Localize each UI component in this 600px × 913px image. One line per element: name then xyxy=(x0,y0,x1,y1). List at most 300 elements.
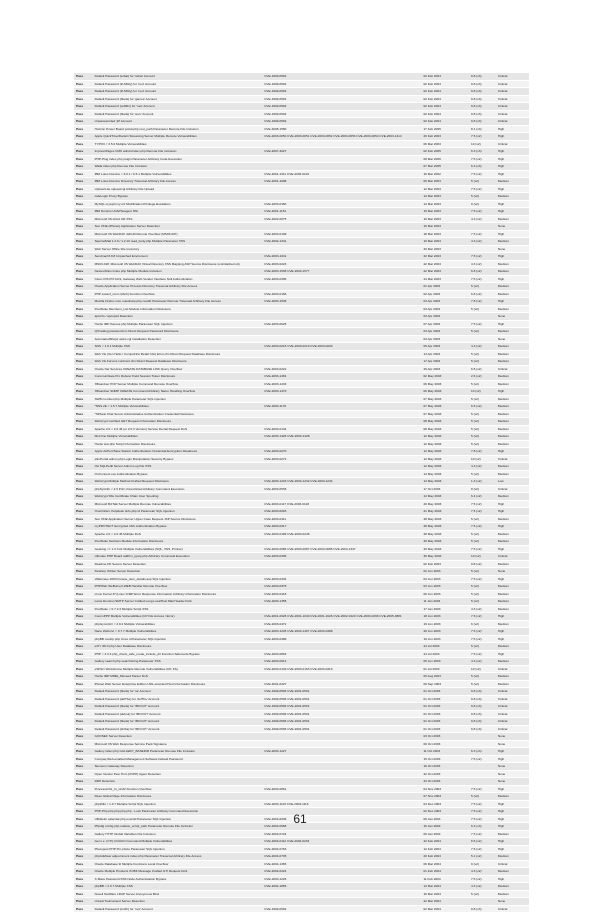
vulnerability-cell: Microsoft IIS Web Response Service Pack Signature xyxy=(93,740,263,748)
vulnerability-cell: MS03-018: Microsoft IIS WebDAV Virtual Directory XSS Mapping ASP Source Disclosure (uninitialized s4) xyxy=(93,260,263,268)
cve-cell: CVE-2003-1233 CVE-2003-1232 CVE-2003-1234 xyxy=(262,478,421,486)
cve-cell: CVE-2007-4627 xyxy=(262,148,421,156)
status-cell: Pass xyxy=(74,725,93,733)
status-cell: Pass xyxy=(74,290,93,298)
cve-cell: CVE-2003-0378 xyxy=(262,583,421,591)
score-cell: 5 (v2) xyxy=(469,583,496,591)
cve-cell xyxy=(262,733,421,741)
severity-cell: Medium xyxy=(496,605,529,613)
vulnerability-cell: PHP-Php.php.php.php.php - Lock Parameter Arbitrary Command Execution xyxy=(93,808,263,816)
date-cell: 07 May 2003 xyxy=(421,395,469,403)
table-row xyxy=(74,358,529,366)
date-cell: 04 Nov 2003 xyxy=(421,785,469,793)
score-cell: 7.5 (v2) xyxy=(469,155,496,163)
cve-cell: CVE-2001-0327 xyxy=(262,680,421,688)
status-cell: Pass xyxy=(74,748,93,756)
vulnerability-cell: Rees Global Page Information Disclosure xyxy=(93,793,263,801)
vulnerability-cell: apcinfo / apcupsd Detection xyxy=(93,313,263,321)
vulnerability-cell: Default Password (blank) for 'games' Account xyxy=(93,95,263,103)
cve-cell: CVE-1999-0502 xyxy=(262,88,421,96)
severity-cell: High xyxy=(496,298,529,306)
severity-cell: Medium xyxy=(496,673,529,681)
severity-cell: Medium xyxy=(496,883,529,891)
table-row xyxy=(74,313,529,321)
vulnerability-table xyxy=(74,73,529,913)
date-cell: 06 Mar 2003 xyxy=(421,140,469,148)
cve-cell: CVE-2003-0614 xyxy=(262,658,421,666)
status-cell: Pass xyxy=(74,770,93,778)
date-cell: 03 Apr 2003 xyxy=(421,313,469,321)
cve-cell: CVE-2003-0861 xyxy=(262,785,421,793)
date-cell: 06 Oct 2003 xyxy=(421,740,469,748)
date-cell: 16 Mar 2002 xyxy=(421,170,469,178)
table-row xyxy=(74,260,529,268)
table-body xyxy=(74,73,529,913)
table-row xyxy=(74,725,529,733)
cve-cell xyxy=(262,493,421,501)
table-row xyxy=(74,433,529,441)
severity-cell: None xyxy=(496,335,529,343)
vulnerability-cell: Gen i.e. (CTI) COACO Command Multiple Vulnerabilities xyxy=(93,838,263,846)
table-row xyxy=(74,140,529,148)
cve-cell: CVE-2003-0134 xyxy=(262,425,421,433)
cve-cell xyxy=(262,538,421,546)
vulnerability-cell: Webcrypt Certified GET Request Information Disclosure xyxy=(93,418,263,426)
vulnerability-cell: X-Mass Password SSS Node Authentication Bypass xyxy=(93,875,263,883)
date-cell: 12 Feb 2004 xyxy=(421,845,469,853)
vulnerability-cell: Sun ONE Application Server Upper Case Request JSP Source Disclosure xyxy=(93,515,263,523)
score-cell xyxy=(469,245,496,253)
date-cell: 08 May 2003 xyxy=(421,425,469,433)
severity-cell: Medium xyxy=(496,178,529,186)
date-cell: 17 Jan 2003 xyxy=(421,605,469,613)
vulnerability-cell: CommPPP Multiple Vulnerabilities (CP File Access / Error) xyxy=(93,613,263,621)
severity-cell: None xyxy=(496,778,529,786)
table-row xyxy=(74,763,529,771)
status-cell: Pass xyxy=(74,253,93,261)
severity-cell: Medium xyxy=(496,425,529,433)
cve-cell: CVE-2003-0109 xyxy=(262,230,421,238)
status-cell: Pass xyxy=(74,463,93,471)
severity-cell: Medium xyxy=(496,440,529,448)
vulnerability-cell: Siemens Gateway Detection xyxy=(93,763,263,771)
date-cell: 22 Mar 2003 xyxy=(421,268,469,276)
vulnerability-cell: CommuniGate Pro Referer Field Session Token Disclosure xyxy=(93,373,263,381)
score-cell: 4.3 (v2) xyxy=(469,868,496,876)
vulnerability-cell: Default Password (blank) for 'sa' Account xyxy=(93,688,263,696)
date-cell: 02 Apr 2003 xyxy=(421,290,469,298)
date-cell: 03 Jun 2003 xyxy=(421,575,469,583)
date-cell: 04 Apr 2003 xyxy=(421,335,469,343)
score-cell: 7.5 (v2) xyxy=(469,508,496,516)
severity-cell: Critical xyxy=(496,688,529,696)
table-row xyxy=(74,463,529,471)
score-cell: 5 (v2) xyxy=(469,538,496,546)
severity-cell: Medium xyxy=(496,680,529,688)
table-row xyxy=(74,898,529,906)
status-cell: Pass xyxy=(74,785,93,793)
status-cell: Pass xyxy=(74,740,93,748)
vulnerability-cell: eShSrv Workshome Multiple Remote Vulnerabilities (CP, FS) xyxy=(93,665,263,673)
score-cell: 9.8 (v3) xyxy=(469,118,496,126)
status-cell: Pass xyxy=(74,500,93,508)
date-cell: 02 Feb 2005 xyxy=(421,148,469,156)
cve-cell xyxy=(262,223,421,231)
table-row xyxy=(74,215,529,223)
score-cell: 5 (v2) xyxy=(469,193,496,201)
cve-cell: CVE-2003-0150 xyxy=(262,200,421,208)
status-cell: Pass xyxy=(74,388,93,396)
cve-cell: CVE-2003-0149 CVE-2003-0153 CVE-2003-0319 xyxy=(262,665,421,673)
table-row xyxy=(74,80,529,88)
cve-cell xyxy=(262,793,421,801)
vulnerability-cell: PostNuke < 0.7.2.3 Multiple Script XSS xyxy=(93,605,263,613)
severity-cell: Medium xyxy=(496,373,529,381)
date-cell: 09 Sep 2003 xyxy=(421,680,469,688)
vulnerability-cell: Cisco IOS PIX DoS, Gateway Web Vendor Interface Null Authentication xyxy=(93,275,263,283)
date-cell: 03 Apr 2003 xyxy=(421,328,469,336)
date-cell: 02 Jun 2003 xyxy=(421,568,469,576)
table-row xyxy=(74,620,529,628)
severity-cell: None xyxy=(496,733,529,741)
score-cell: 5 (v2) xyxy=(469,890,496,898)
cve-cell: CVE-1999-0502 xyxy=(262,905,421,913)
vulnerability-cell: Readme FD Secure Server Detection xyxy=(93,560,263,568)
vulnerability-cell: *SPbeat Chat Server Administrative Authentication Credential Disclosure xyxy=(93,410,263,418)
severity-cell: Medium xyxy=(496,433,529,441)
table-row xyxy=(74,703,529,711)
severity-cell: Medium xyxy=(496,358,529,366)
severity-cell: High xyxy=(496,785,529,793)
score-cell: 9 (v2) xyxy=(469,860,496,868)
date-cell: 01 Oct 2003 xyxy=(421,703,469,711)
score-cell: 6.8 (v2) xyxy=(469,268,496,276)
severity-cell: Medium xyxy=(496,410,529,418)
status-cell: Pass xyxy=(74,433,93,441)
status-cell: Pass xyxy=(74,530,93,538)
table-row xyxy=(74,395,529,403)
page-number: 61 xyxy=(293,812,307,826)
date-cell: 06 Jun 2003 xyxy=(421,590,469,598)
status-cell: Pass xyxy=(74,508,93,516)
severity-cell: High xyxy=(496,635,529,643)
table-row xyxy=(74,110,529,118)
vulnerability-cell: SNS < 1.6.1 Multiple XSS xyxy=(93,343,263,351)
severity-cell: Medium xyxy=(496,395,529,403)
vulnerability-cell: Default Password (blank) for 'IBCOUT' Account xyxy=(93,718,263,726)
table-row xyxy=(74,800,529,808)
table-row xyxy=(74,680,529,688)
score-cell: 5 (v2) xyxy=(469,598,496,606)
table-row xyxy=(74,305,529,313)
table-row xyxy=(74,673,529,681)
table-row xyxy=(74,748,529,756)
severity-cell: Medium xyxy=(496,560,529,568)
score-cell: 5 (v2) xyxy=(469,425,496,433)
cve-cell xyxy=(262,778,421,786)
vulnerability-cell: OneOrZero Helpdesk tinfo.php id Parameter SQL Injection xyxy=(93,508,263,516)
cve-cell: CVE-1999-0502 xyxy=(262,73,421,80)
table-row xyxy=(74,770,529,778)
cve-cell: CVE-1999-0502 xyxy=(262,110,421,118)
vulnerability-cell: myPROTECT Encrypted URL Authentication Bypass xyxy=(93,523,263,531)
score-cell: 9.8 (v3) xyxy=(469,103,496,111)
score-cell: 7.5 (v2) xyxy=(469,275,496,283)
table-row xyxy=(74,718,529,726)
score-cell: 5 (v2) xyxy=(469,410,496,418)
table-row xyxy=(74,613,529,621)
table-row xyxy=(74,793,529,801)
score-cell: 7.5 (v2) xyxy=(469,800,496,808)
cve-cell xyxy=(262,155,421,163)
severity-cell: None xyxy=(496,245,529,253)
vulnerability-cell: phpSysInfo < 2.0 PoC Unrestricted Arbitrary Command Execution xyxy=(93,485,263,493)
date-cell: 12 Mar 2003 xyxy=(421,185,469,193)
table-row xyxy=(74,575,529,583)
status-cell: Pass xyxy=(74,95,93,103)
score-cell: 7.5 (v2) xyxy=(469,575,496,583)
status-cell: Pass xyxy=(74,628,93,636)
score-cell: 0.8 (v2) xyxy=(469,560,496,568)
cve-cell: CVE-2003-0223 xyxy=(262,260,421,268)
table-row xyxy=(74,253,529,261)
cve-cell xyxy=(262,763,421,771)
date-cell: 17 Oct 2003 xyxy=(421,485,469,493)
date-cell: 30 May 2003 xyxy=(421,553,469,561)
status-cell: Pass xyxy=(74,620,93,628)
table-row xyxy=(74,200,529,208)
severity-cell: High xyxy=(496,148,529,156)
severity-cell: Critical xyxy=(496,80,529,88)
cve-cell xyxy=(262,283,421,291)
vulnerability-cell: IBM Lotus Domino Directory Traversal Arbitrary File Access xyxy=(93,178,263,186)
status-cell: Pass xyxy=(74,553,93,561)
score-cell: 5 (v2) xyxy=(469,793,496,801)
vulnerability-cell: phpWiki < 1.3.7 Multiple Script SQL Injection xyxy=(93,800,263,808)
vulnerability-cell: Web Vls (Xen Hello / CompuFirst Retail CGI) Error.cfm Direct Request Database Disclosure xyxy=(93,350,263,358)
cve-cell: CVE-2003-0334 xyxy=(262,575,421,583)
date-cell: 19 Mar 2003 xyxy=(421,238,469,246)
date-cell: 14 May 2003 xyxy=(421,478,469,486)
date-cell: 01 Oct 2003 xyxy=(421,710,469,718)
date-cell: 02 Feb 2004 xyxy=(421,110,469,118)
score-cell xyxy=(469,223,496,231)
cve-cell: CVE-1999-0506 CVE-2001-0501 xyxy=(262,725,421,733)
severity-cell: None xyxy=(496,568,529,576)
date-cell: 14 Mar 2003 xyxy=(421,200,469,208)
table-row xyxy=(74,635,529,643)
score-cell: 5 (v2) xyxy=(469,178,496,186)
cve-cell: CVE-2003-0222 xyxy=(262,365,421,373)
table-row xyxy=(74,710,529,718)
vulnerability-cell: Linux Kernel IP (Linux ICMP Error Response Information Arbitrary Information Disclosure xyxy=(93,590,263,598)
table-row xyxy=(74,275,529,283)
cve-cell: CVE-2003-0117 CVE-2003-0118 xyxy=(262,500,421,508)
table-row xyxy=(74,335,529,343)
score-cell: 5 (v2) xyxy=(469,283,496,291)
score-cell: 4.3 (v2) xyxy=(469,658,496,666)
severity-cell: High xyxy=(496,838,529,846)
table-row xyxy=(74,838,529,846)
vulnerability-cell: Horde IMP MIME_Mimeed Parser DoS xyxy=(93,673,263,681)
severity-cell: None xyxy=(496,898,529,906)
status-cell: Pass xyxy=(74,680,93,688)
status-cell: Pass xyxy=(74,868,93,876)
score-cell: 5 (v2) xyxy=(469,328,496,336)
cve-cell: CVE-1999-0506 CVE-2001-0501 xyxy=(262,710,421,718)
vulnerability-cell: phpAdsNew adjournment index.php Parameter Traversal Arbitrary File Access xyxy=(93,853,263,861)
vulnerability-cell: Default Password (blank) for 'ams' Account xyxy=(93,110,263,118)
severity-cell: Medium xyxy=(496,470,529,478)
status-cell: Pass xyxy=(74,298,93,306)
cve-cell: CVE-2003-0189 CVE-2003-0245 xyxy=(262,530,421,538)
vulnerability-cell: UBulletin calendar.php eventid Parameter SQL Injection xyxy=(93,815,263,823)
table-row xyxy=(74,470,529,478)
status-cell: Pass xyxy=(74,643,93,651)
severity-cell: Medium xyxy=(496,583,529,591)
table-row xyxy=(74,125,529,133)
date-cell: 22 Oct 2003 xyxy=(421,770,469,778)
vulnerability-cell: PostNuke Members_List Module Information Disclosure xyxy=(93,305,263,313)
table-row xyxy=(74,598,529,606)
cve-cell xyxy=(262,358,421,366)
score-cell: 4.3 (v2) xyxy=(469,238,496,246)
status-cell: Pass xyxy=(74,260,93,268)
status-cell: Pass xyxy=(74,448,93,456)
vulnerability-cell: Geeklog <= 1.3.7sr1 Multiple Vulnerabilities (SQL, XSS, Pri Esc) xyxy=(93,545,263,553)
vulnerability-cell: PHP-Plug index.php plugin Parameter Arbitrary Code Execution xyxy=(93,155,263,163)
vulnerability-cell: Default Password (sb/ba) for 'IBCOUT' Account xyxy=(93,725,263,733)
score-cell: 6.5 (v2) xyxy=(469,365,496,373)
date-cell: 17 Feb 2005 xyxy=(421,125,469,133)
severity-cell: High xyxy=(496,448,529,456)
severity-cell: Critical xyxy=(496,118,529,126)
table-row xyxy=(74,560,529,568)
table-row xyxy=(74,590,529,598)
table-row xyxy=(74,868,529,876)
date-cell: 07 Apr 2003 xyxy=(421,320,469,328)
severity-cell: Medium xyxy=(496,380,529,388)
score-cell: 5 (v2) xyxy=(469,590,496,598)
score-cell: 6.3 (v3) xyxy=(469,823,496,831)
severity-cell: Medium xyxy=(496,598,529,606)
severity-cell: Medium xyxy=(496,530,529,538)
status-cell: Pass xyxy=(74,193,93,201)
date-cell: 07 May 2003 xyxy=(421,403,469,411)
table-row xyxy=(74,440,529,448)
cve-cell: CVE-1999-0506 CVE-2001-0501 xyxy=(262,703,421,711)
severity-cell: Medium xyxy=(496,328,529,336)
vulnerability-cell: AutomatedShops webc.cgi Installation Detection xyxy=(93,335,263,343)
status-cell: Pass xyxy=(74,493,93,501)
date-cell: 07 Nov 2003 xyxy=(421,793,469,801)
vulnerability-cell: Default Password (w4001) for 'root' Account xyxy=(93,103,263,111)
cve-cell xyxy=(262,440,421,448)
table-row xyxy=(74,118,529,126)
severity-cell: Critical xyxy=(496,140,529,148)
score-cell: 9.8 (v3) xyxy=(469,80,496,88)
vulnerability-cell: PostNuke Sections Module Information Disclosure xyxy=(93,538,263,546)
date-cell: 12 May 2003 xyxy=(421,433,469,441)
vulnerability-cell: Default Password (D-Mblty) for 'root' Account xyxy=(93,80,263,88)
score-cell: 5 (v2) xyxy=(469,418,496,426)
cve-cell xyxy=(262,890,421,898)
date-cell: 05 Apr 2003 xyxy=(421,343,469,351)
vulnerability-cell: Sun ONE (iPlanet) Application Server Detection xyxy=(93,223,263,231)
status-cell: Pass xyxy=(74,440,93,448)
date-cell: 24 Jul 2003 xyxy=(421,650,469,658)
cve-cell: CVE-2003-0050 CVE-2003-0051 CVE-2003-0052 CVE-2003-0053 CVE-2003-0054 CVE-2003-1414 xyxy=(262,133,421,141)
severity-cell: High xyxy=(496,320,529,328)
score-cell xyxy=(469,898,496,906)
cve-cell xyxy=(262,245,421,253)
table-row xyxy=(74,778,529,786)
date-cell: 15 Jan 2004 xyxy=(421,823,469,831)
date-cell: 20 Mar 2003 xyxy=(421,245,469,253)
date-cell: 22 Feb 2004 xyxy=(421,838,469,846)
vulnerability-cell: Microsoft BizTalk Server Multiple Remote Vulnerabilities xyxy=(93,500,263,508)
vulnerability-cell: PHPWeb WeBurnert.WEB Handler Remote Overflow xyxy=(93,583,263,591)
severity-cell: Medium xyxy=(496,305,529,313)
severity-cell: Medium xyxy=(496,515,529,523)
cve-cell: CVE-2003-1115 CVE-2003-1116 xyxy=(262,800,421,808)
cve-cell: CVE-2004-0724 xyxy=(262,830,421,838)
vulnerability-cell: Sendmail 8.8.8 Unpatched Enviroment xyxy=(93,253,263,261)
severity-cell: High xyxy=(496,575,529,583)
date-cell: 03 Apr 2003 xyxy=(421,305,469,313)
score-cell: 7.5 (v2) xyxy=(469,613,496,621)
severity-cell: High xyxy=(496,628,529,636)
vulnerability-cell: MySQL mysqld my.cnf Modification Privilege Escalation xyxy=(93,200,263,208)
date-cell: 06 May 2003 xyxy=(421,380,469,388)
severity-cell: Low xyxy=(496,478,529,486)
score-cell: 9.8 (v3) xyxy=(469,88,496,96)
status-cell: Pass xyxy=(74,575,93,583)
score-cell: 6.3 (v3) xyxy=(469,163,496,171)
table-row xyxy=(74,403,529,411)
table-row xyxy=(74,568,529,576)
table-row xyxy=(74,785,529,793)
date-cell: 11 Feb 2004 xyxy=(421,875,469,883)
table-row xyxy=(74,230,529,238)
cve-cell: CVE-1999-0502 xyxy=(262,103,421,111)
vulnerability-cell: Gallery HTTP Global Variables File Inclusion xyxy=(93,830,263,838)
cve-cell xyxy=(262,770,421,778)
severity-cell: Critical xyxy=(496,103,529,111)
status-cell: Pass xyxy=(74,883,93,891)
status-cell: Pass xyxy=(74,223,93,231)
date-cell: 08 Mar 2006 xyxy=(421,155,469,163)
cve-cell: CVE-2002-0075 xyxy=(262,215,421,223)
vulnerability-cell: PHP < 4.3.3 php_check_safe_mode_include_dir Function Safemode Bypass xyxy=(93,650,263,658)
score-cell: 4.3 (v2) xyxy=(469,883,496,891)
date-cell: 01 Jul 2003 xyxy=(421,665,469,673)
status-cell: Pass xyxy=(74,673,93,681)
date-cell: 02 Feb 2004 xyxy=(421,103,469,111)
date-cell: 02 Feb 2003 xyxy=(421,560,469,568)
severity-cell: Critical xyxy=(496,95,529,103)
table-row xyxy=(74,290,529,298)
date-cell: 02 Mar 2004 xyxy=(421,905,469,913)
score-cell xyxy=(469,763,496,771)
severity-cell: High xyxy=(496,523,529,531)
table-row xyxy=(74,650,529,658)
table-row xyxy=(74,320,529,328)
severity-cell: Medium xyxy=(496,418,529,426)
score-cell: 6.8 (v2) xyxy=(469,290,496,298)
status-cell: Pass xyxy=(74,215,93,223)
vulnerability-cell: Web Vls Forums confcont.cfm Direct Request Database Disclosure xyxy=(93,358,263,366)
